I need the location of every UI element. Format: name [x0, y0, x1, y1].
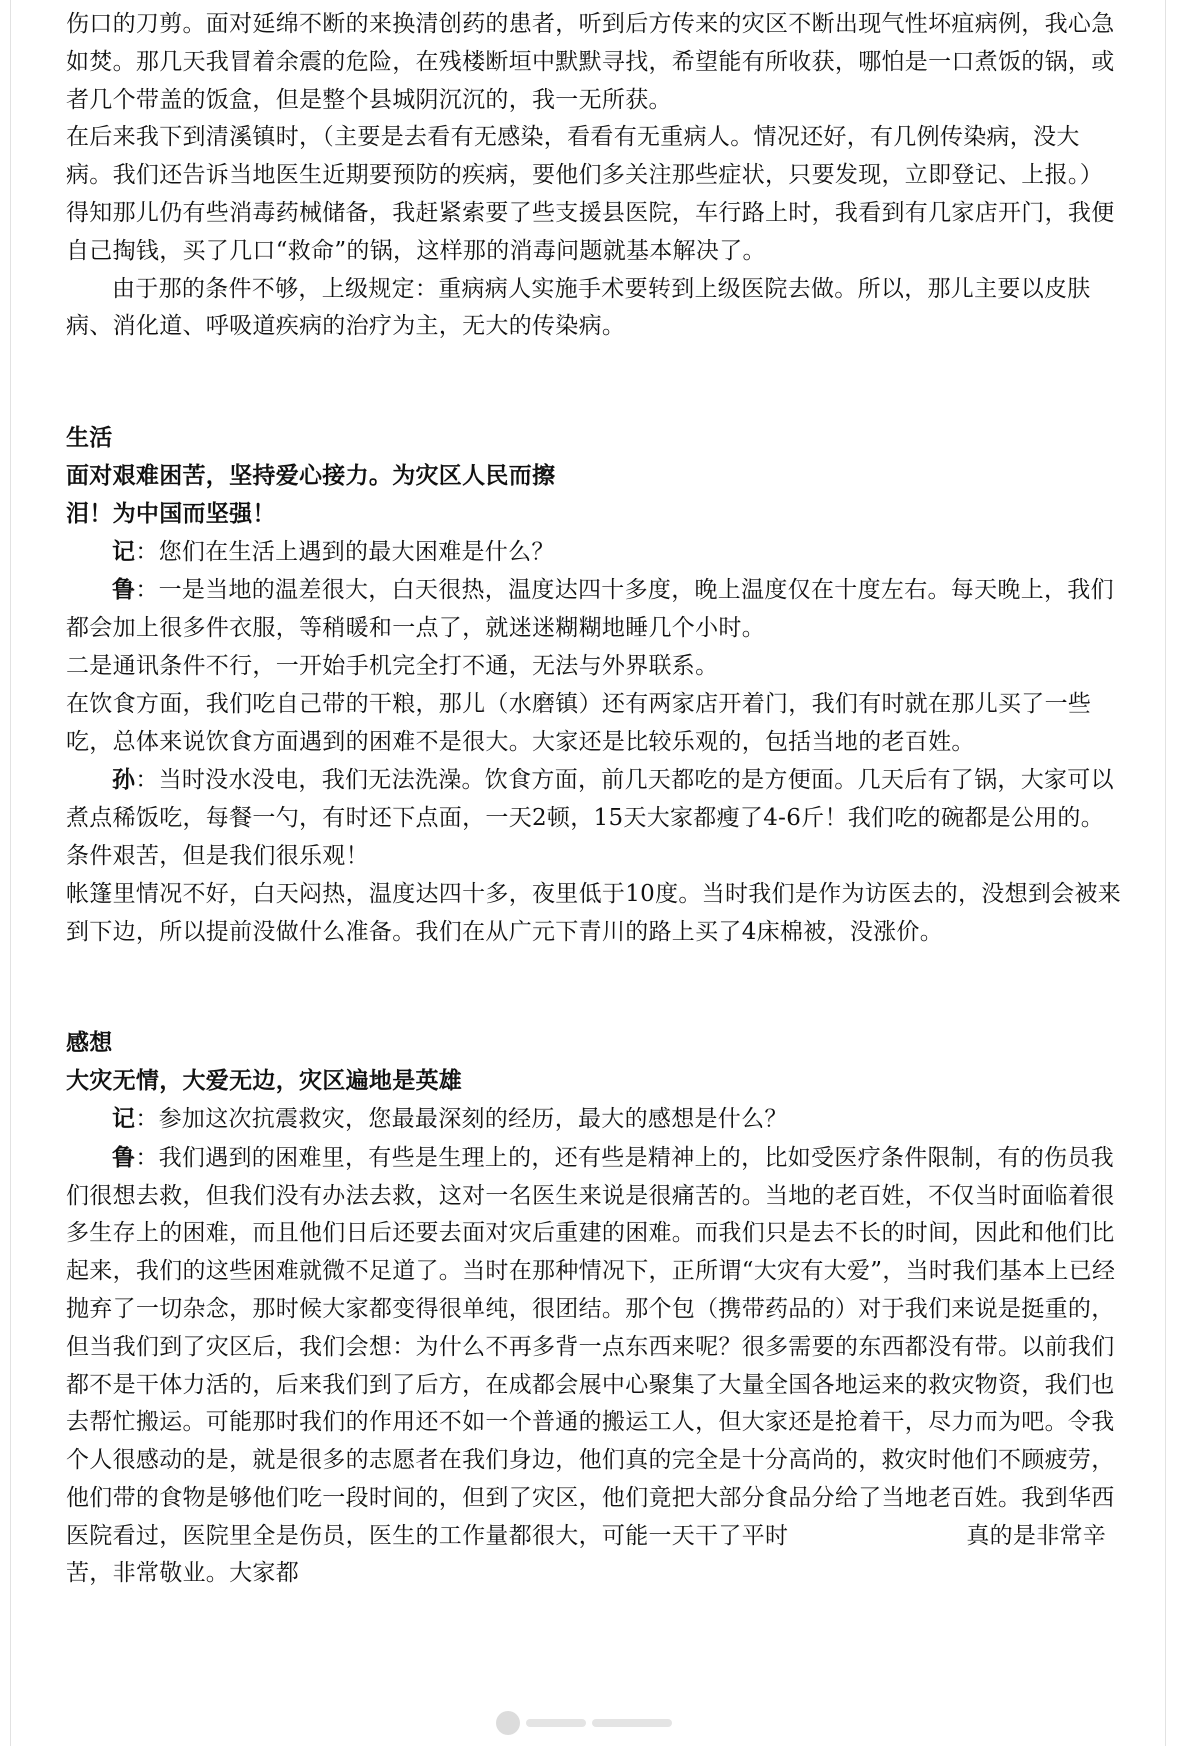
watermark-overlay: [492, 1706, 686, 1740]
answer-paragraph: 帐篷里情况不好，白天闷热，温度达四十多，夜里低于10度。当时我们是作为访医去的，没想到会被来到下边，所以提前没做什么准备。我们在从广元下青川的路上买了4床棉被，没涨价。: [66, 880, 1122, 945]
answer-text: ：当时没水没电，我们无法洗澡。饮食方面，前几天都吃的是方便面。几天后有了锅，大家可以煮点稀饭吃，每餐一勺，有时还下点面，一天2顿，15天大家都瘦了4-6斤！我们吃的碗都是公用的。条件艰苦，但是我们很乐观！: [66, 767, 1114, 869]
section-spacer: [66, 951, 1122, 1024]
headline-life: 面对艰难困苦，坚持爱心接力。为灾区人民而擦泪！为中国而坚强！: [66, 461, 556, 527]
intro-paragraph: 在后来我下到清溪镇时，（主要是去看有无感染，看看有无重病人。情况还好，有几例传染病，没大病。我们还告诉当地医生近期要预防的疾病，要他们多关注那些症状，只要发现，立即登记、上报。）得知那儿仍有些消毒药械储备，我赶紧索要了些支援县医院，车行路上时，我看到有几家店开门，我便自己掏钱，买了几口“救命”的锅，这样那的消毒问题就基本解决了。: [66, 124, 1115, 264]
intro-paragraph: 伤口的刀剪。面对延绵不断的来换清创药的患者，听到后方传来的灾区不断出现气性坏疽病例，我心急如焚。那几天我冒着余震的危险，在残楼断垣中默默寻找，希望能有所收获，哪怕是一口煮饭的锅，或者几个带盖的饭盒，但是整个县城阴沉沉的，我一无所获。: [66, 11, 1115, 113]
question-text: ：您们在生活上遇到的最大困难是什么？: [135, 538, 555, 565]
speaker-label: 记: [112, 1104, 136, 1132]
speaker-label: 鲁: [112, 576, 136, 604]
answer-text: ：我们遇到的困难里，有些是生理上的，还有些是精神上的，比如受医疗条件限制，有的伤员我们很想去救，但我们没有办法去救，这对一名医生来说是很痛苦的。当地的老百姓，不仅当时面临着很多生存上的困难，而且他们日后还要去面对灾后重建的困难。而我们只是去不长的时间，因此和他们比起来，我们的这些困难就微不足道了。当时在那种情况下，正所谓“大灾有大爱”，当时我们基本上已经抛弃了一切杂念，那时候大家都变得很单纯，很团结。那个包（携带药品的）对于我们来说是挺重的，但当我们到了灾区后，我们会想：为什么不再多背一点东西来呢？很多需要的东西都没有带。以前我们都不是干体力活的，后来我们到了后方，在成都会展中心聚集了大量全国各地运来的救灾物资，我们也去帮忙搬运。可能那时我们的作用还不如一个普通的搬运工人，但大家还是抢着干，尽力而为吧。令我个人很感动的是，就是很多的志愿者在我们身边，他们真的完全是十分高尚的，救灾时他们不顾疲劳，他们带的食物是够他们吃一段时间的，但到了灾区，他们竟把大部分食品分给了当地老百姓。我到华西医院看过，医院里全是伤员，医生的工作量都很大，可能一天干了平时: [66, 1144, 1116, 1549]
watermark-logo-icon: [496, 1711, 520, 1735]
document-body: [66, 6, 1122, 1593]
speaker-label: 记: [112, 537, 136, 565]
section-spacer: [66, 346, 1122, 419]
question-thoughts: [66, 1100, 1122, 1139]
answer-paragraph: 二是通讯条件不行，一开始手机完全打不通，无法与外界联系。: [66, 652, 719, 679]
headline-thoughts: 大灾无情，大爱无边，灾区遍地是英雄: [66, 1067, 463, 1095]
section-title-life: 生活: [66, 424, 113, 452]
answer-paragraph: 在饮食方面，我们吃自己带的干粮，那儿（水磨镇）还有两家店开着门，我们有时就在那儿买了一些吃，总体来说饮食方面遇到的困难不是很大。大家还是比较乐观的，包括当地的老百姓。: [66, 690, 1092, 755]
question-life: [66, 533, 1122, 572]
answer-sun-life: [66, 761, 1122, 875]
watermark-bar: [526, 1719, 586, 1727]
speaker-label: 鲁: [112, 1143, 136, 1171]
answer-text: ：一是当地的温差很大，白天很热，温度达四十多度，晚上温度仅在十度左右。每天晚上，我们都会加上很多件衣服，等稍暖和一点了，就迷迷糊糊地睡几个小时。: [66, 577, 1114, 642]
speaker-label: 孙: [112, 766, 136, 794]
answer-tail-text: 真的是非常辛苦，非常敬业。大家都: [66, 1522, 1107, 1587]
answer-lu-life: [66, 571, 1122, 648]
answer-lu-thoughts: [66, 1139, 1122, 1594]
watermark-bar: [592, 1719, 672, 1727]
section-title-thoughts: 感想: [66, 1029, 113, 1057]
question-text: ：参加这次抗震救灾，您最最深刻的经历，最大的感想是什么？: [135, 1105, 788, 1132]
intro-paragraph: 由于那的条件不够，上级规定：重病病人实施手术要转到上级医院去做。所以，那儿主要以皮肤病、消化道、呼吸道疾病的治疗为主，无大的传染病。: [66, 275, 1091, 340]
